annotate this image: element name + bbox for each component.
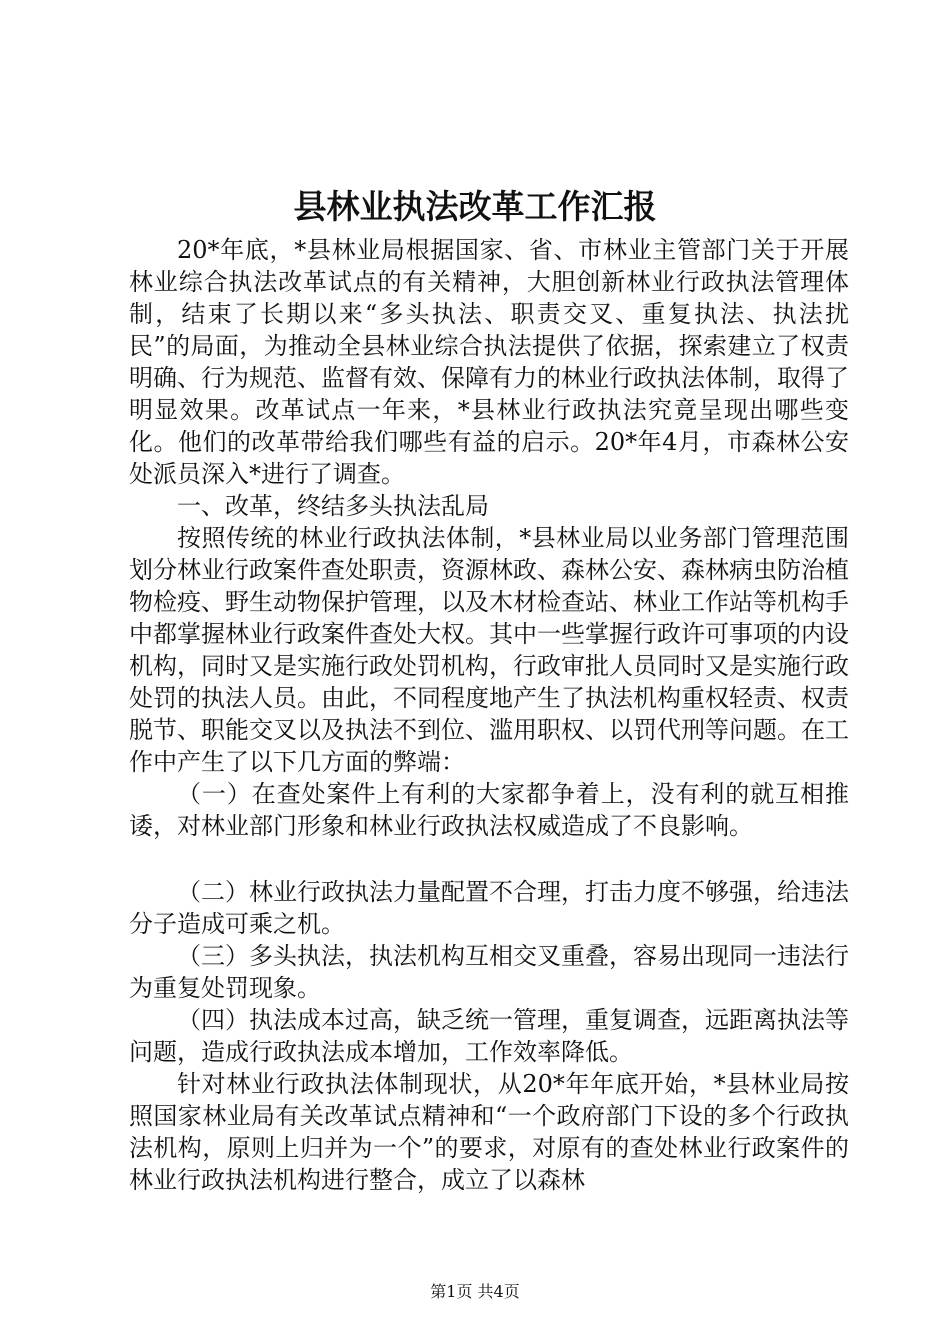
list-item-1: （一）在查处案件上有利的大家都争着上，没有利的就互相推诿，对林业部门形象和林业行政执法权威造成了不良影响。 [129, 780, 849, 840]
document-body [129, 234, 849, 1196]
document-title: 县林业执法改革工作汇报 [293, 187, 657, 226]
list-item-2: （二）林业行政执法力量配置不合理，打击力度不够强，给违法分子造成可乘之机。 [129, 878, 849, 938]
paragraph-background: 按照传统的林业行政执法体制，*县林业局以业务部门管理范围划分林业行政案件查处职责，资源林政、森林公安、森林病虫防治植物检疫、野生动物保护管理，以及木材检查站、林业工作站等机构手中都掌握林业行政案件查处大权。其中一些掌握行政许可事项的内设机构，同时又是实施行政处罚机构，行政审批人员同时又是实施行政处罚的执法人员。由此，不同程度地产生了执法机构重权轻责、权责脱节、职能交叉以及执法不到位、滥用职权、以罚代刑等问题。在工作中产生了以下几方面的弊端： [129, 524, 849, 776]
paragraph-reform: 针对林业行政执法体制现状，从20*年年底开始，*县林业局按照国家林业局有关改革试点精神和“一个政府部门下设的多个行政执法机构，原则上归并为一个”的要求，对原有的查处林业行政案件的林业行政执法机构进行整合，成立了以森林 [129, 1070, 849, 1194]
page-footer: 第1页 共4页 [430, 1282, 520, 1301]
list-item-4: （四）执法成本过高，缺乏统一管理，重复调查，远距离执法等问题，造成行政执法成本增加，工作效率降低。 [129, 1006, 849, 1066]
list-item-3: （三）多头执法，执法机构互相交叉重叠，容易出现同一违法行为重复处罚现象。 [129, 942, 849, 1002]
paragraph-intro: 20*年底，*县林业局根据国家、省、市林业主管部门关于开展林业综合执法改革试点的有关精神，大胆创新林业行政执法管理体制，结束了长期以来“多头执法、职责交叉、重复执法、执法扰民”的局面，为推动全县林业综合执法提供了依据，探索建立了权责明确、行为规范、监督有效、保障有力的林业行政执法体制，取得了明显效果。改革试点一年来，*县林业行政执法究竟呈现出哪些变化。他们的改革带给我们哪些有益的启示。20*年4月，市森林公安处派员深入*进行了调查。 [129, 236, 849, 488]
section-heading: 一、改革，终结多头执法乱局 [177, 492, 489, 520]
